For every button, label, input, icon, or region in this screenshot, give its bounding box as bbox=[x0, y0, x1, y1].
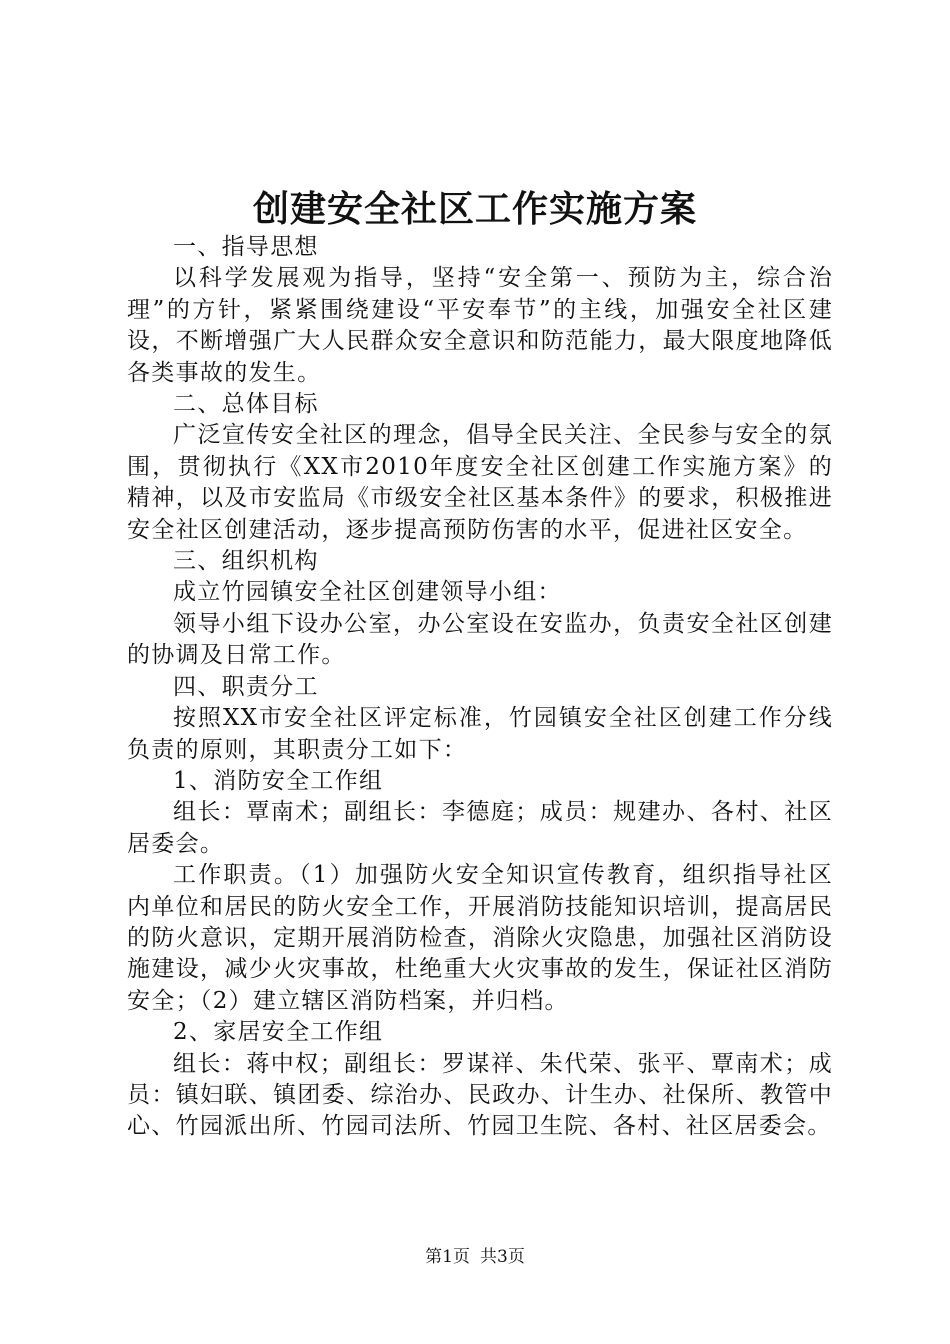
paragraph-leading-group: 成立竹园镇安全社区创建领导小组： bbox=[173, 579, 562, 606]
page-total: 共3页 bbox=[480, 1247, 525, 1267]
subheading-home-safety-group: 2、家居安全工作组 bbox=[173, 1019, 384, 1046]
document-body bbox=[127, 232, 833, 1143]
section-heading-guiding-ideology: 一、指导思想 bbox=[173, 234, 319, 260]
paragraph-guiding-ideology: 以科学发展观为指导，坚持“安全第一、预防为主，综合治理”的方针，紧紧围绕建设“平安奉节”的主线，加强安全社区建设，不断增强广大人民群众安全意识和防范能力，最大限度地降低各类事故的发生。 bbox=[127, 265, 833, 386]
paragraph-home-group-members: 组长：蒋中权；副组长：罗谋祥、朱代荣、张平、覃南术；成员：镇妇联、镇团委、综治办、民政办、计生办、社保所、教管中心、竹园派出所、竹园司法所、竹园卫生院、各村、社区居委会。 bbox=[127, 1050, 833, 1140]
section-heading-overall-goal: 二、总体目标 bbox=[173, 391, 319, 418]
paragraph-overall-goal: 广泛宣传安全社区的理念，倡导全民关注、全民参与安全的氛围，贯彻执行《XX市2010年度安全社区创建工作实施方案》的精神，以及市安监局《市级安全社区基本条件》的要求，积极推进安全社区创建活动，逐步提高预防伤害的水平，促进社区安全。 bbox=[127, 422, 833, 543]
paragraph-fire-group-duties: 工作职责。（1）加强防火安全知识宣传教育，组织指导社区内单位和居民的防火安全工作，开展消防技能知识培训，提高居民的防火意识，定期开展消防检查，消除火灾隐患，加强社区消防设施建设，减少火灾事故，杜绝重大火灾事故的发生，保证社区消防安全；（2）建立辖区消防档案，并归档。 bbox=[127, 862, 833, 1014]
subheading-fire-safety-group: 1、消防安全工作组 bbox=[173, 767, 384, 794]
document-title: 创建安全社区工作实施方案 bbox=[252, 188, 697, 230]
paragraph-office: 领导小组下设办公室，办公室设在安监办，负责安全社区创建的协调及日常工作。 bbox=[127, 610, 833, 669]
paragraph-division-principle: 按照XX市安全社区评定标准，竹园镇安全社区创建工作分线负责的原则，其职责分工如下： bbox=[127, 705, 833, 763]
paragraph-fire-group-members: 组长：覃南术；副组长：李德庭；成员：规建办、各村、社区居委会。 bbox=[127, 799, 833, 857]
section-heading-responsibilities: 四、职责分工 bbox=[173, 673, 319, 700]
page-number: 第1页 bbox=[425, 1247, 470, 1267]
page-footer bbox=[0, 1246, 950, 1268]
section-heading-organization: 三、组织机构 bbox=[173, 548, 319, 575]
